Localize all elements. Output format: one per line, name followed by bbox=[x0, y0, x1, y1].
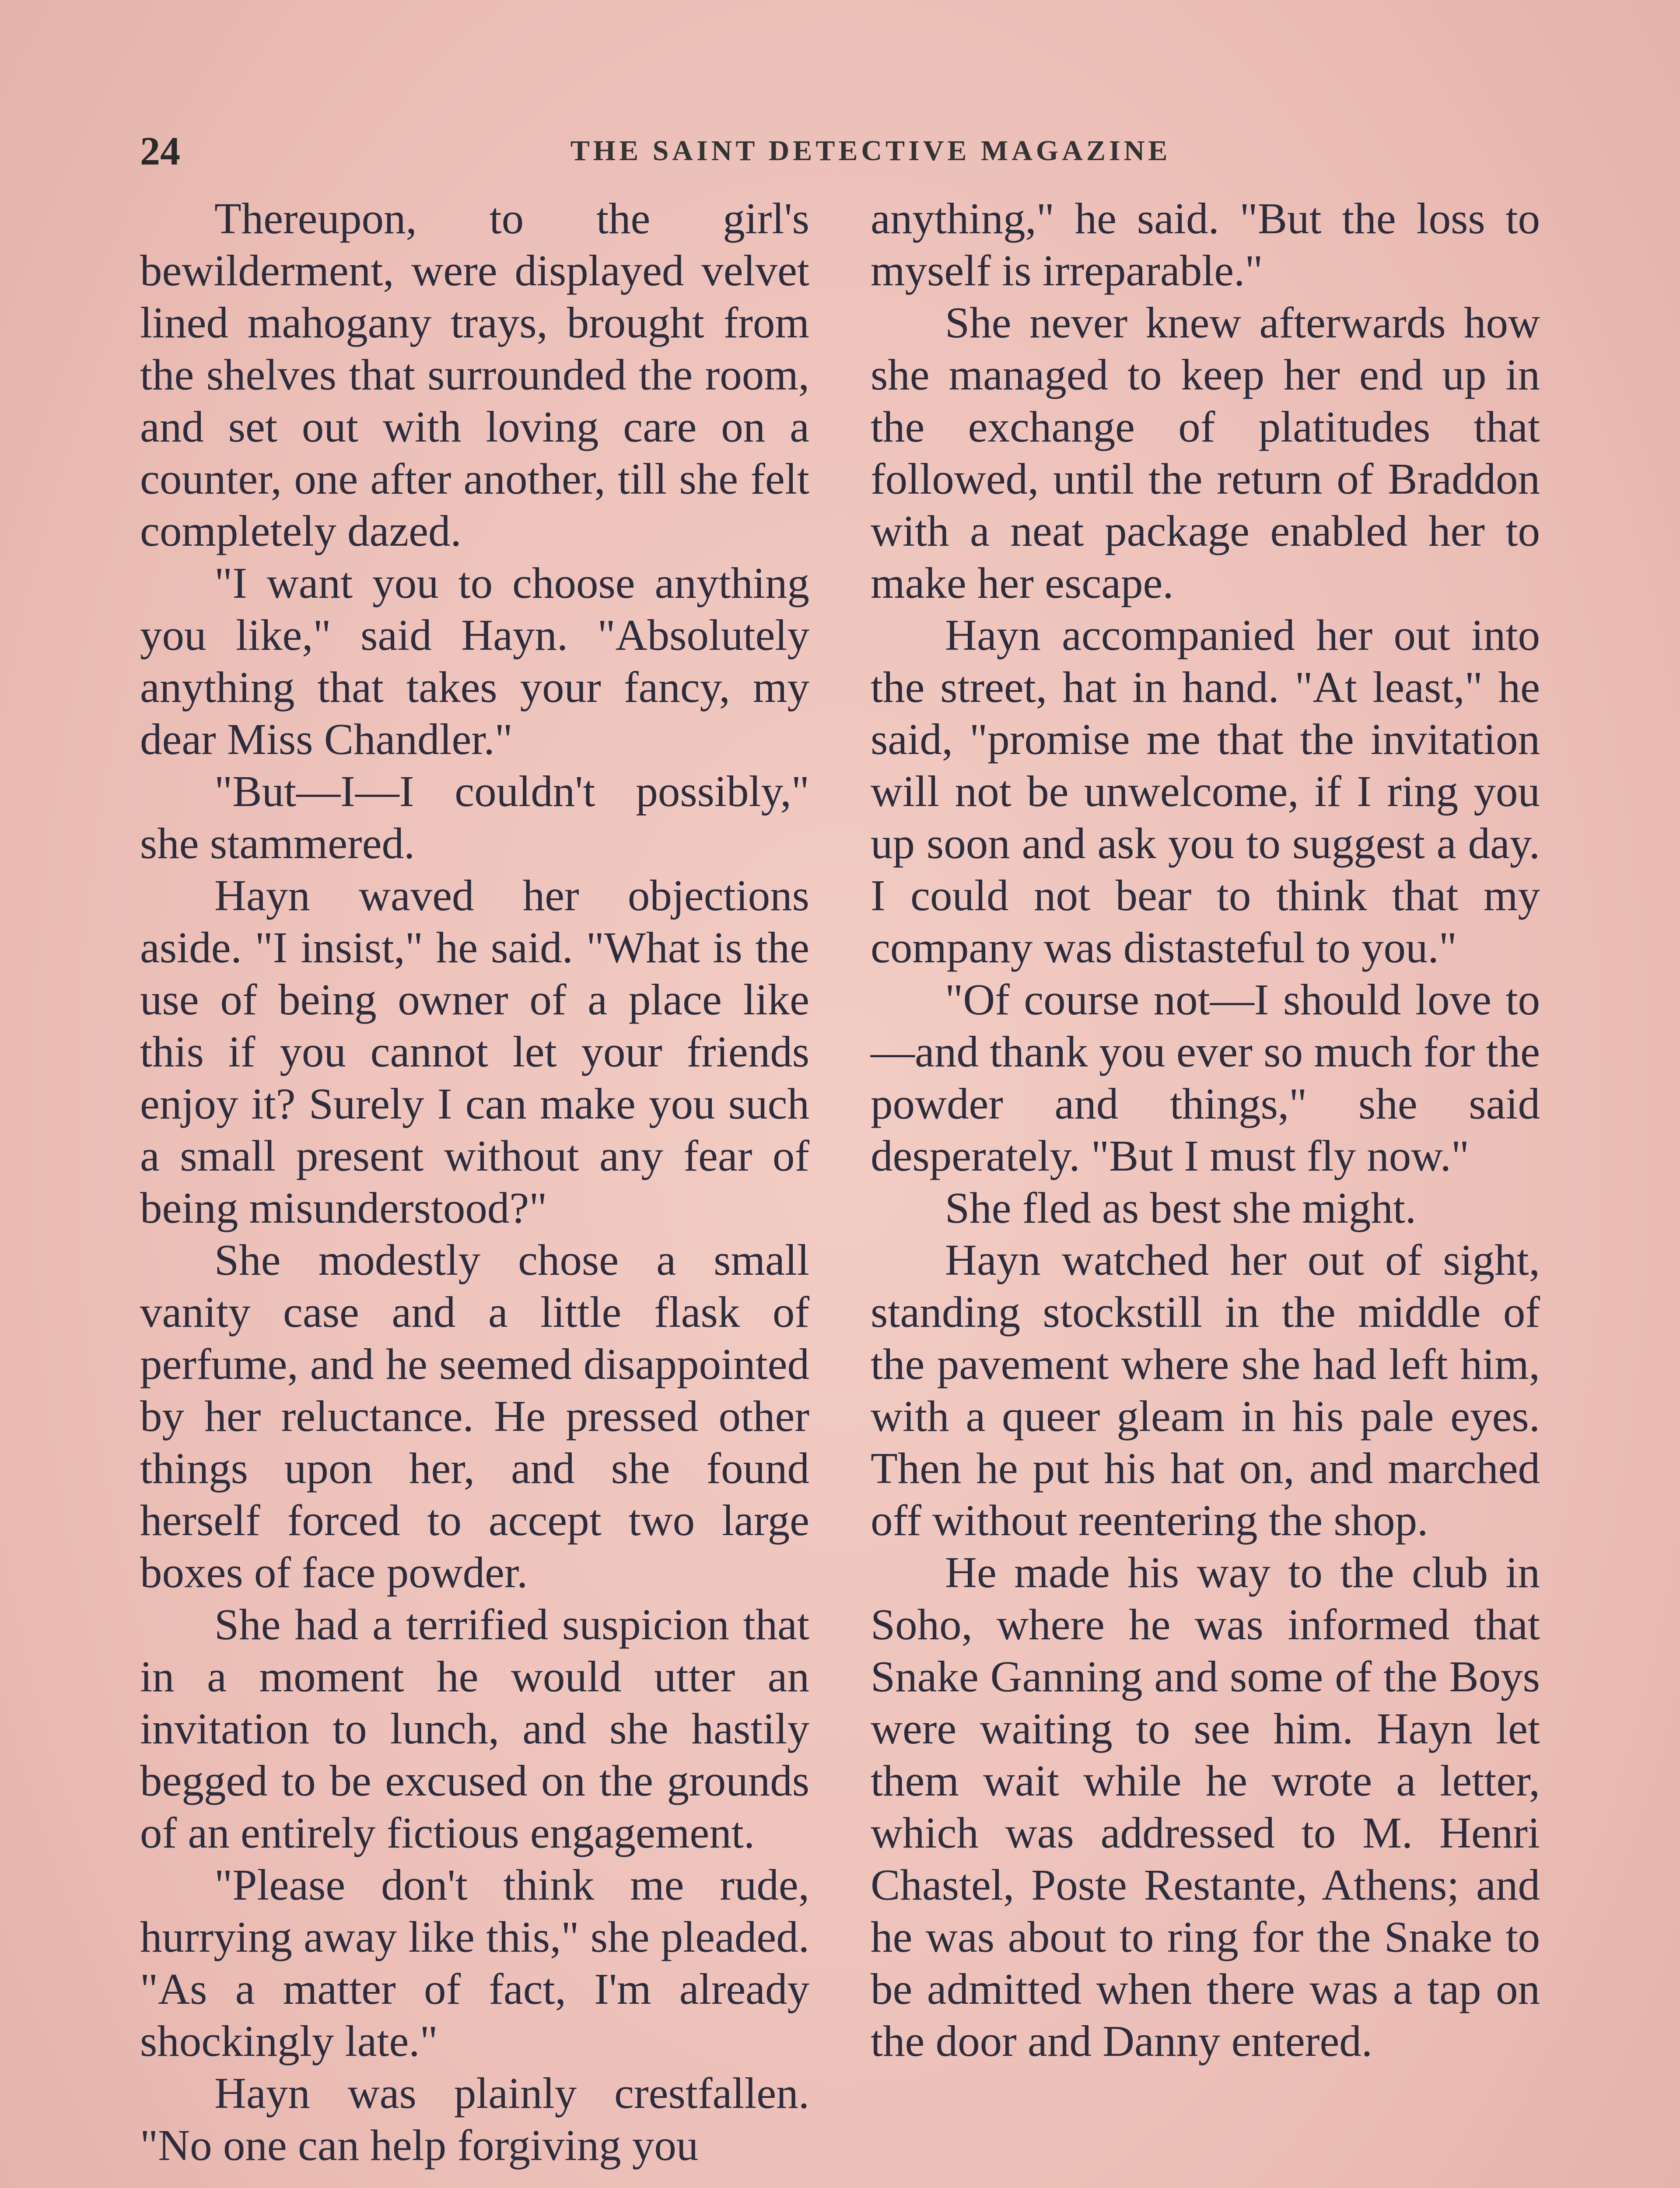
paragraph: Hayn watched her out of sight, standing stockstill in the middle of the pavement where she had left him, with a queer gleam in his pale eyes. Then he put his hat on, and marched off without reentering the shop. bbox=[871, 1235, 1540, 1545]
paragraph: "Please don't think me rude, hurrying away like this," she pleaded. "As a matter of fact, I'm already shockingly late." bbox=[140, 1860, 809, 2065]
paragraph: Hayn was plainly crestfallen. "No one can help forgiving you bbox=[140, 2069, 809, 2170]
paragraph: Thereupon, to the girl's bewilderment, were displayed velvet lined mahogany trays, brought from the shelves that surrounded the room, and set out with loving care on a counter, one after another, till she felt completely dazed. bbox=[140, 194, 809, 555]
paragraph: "Of course not—I should love to—and thank you ever so much for the powder and things," she said desperately. "But I must fly now." bbox=[871, 975, 1540, 1180]
paragraph-continued: anything," he said. "But the loss to myself is irreparable." bbox=[871, 194, 1540, 295]
right-column bbox=[871, 193, 1540, 2067]
paragraph: Hayn accompanied her out into the street, hat in hand. "At least," he said, "promise me that the invitation will not be unwelcome, if I ring you up soon and ask you to suggest a day. I could not bear to think that my company was distasteful to you." bbox=[871, 610, 1540, 972]
running-head: THE SAINT DETECTIVE MAGAZINE bbox=[570, 135, 1171, 167]
page-header bbox=[140, 127, 1540, 175]
page-number: 24 bbox=[140, 129, 180, 173]
paragraph: She modestly chose a small vanity case and a little flask of perfume, and he seemed disappointed by her reluctance. He pressed other things upon her, and she found herself forced to accept two large boxes of face powder. bbox=[140, 1235, 809, 1597]
paragraph: He made his way to the club in Soho, where he was informed that Snake Ganning and some of the Boys were waiting to see him. Hayn let them wait while he wrote a letter, which was addressed to M. Henri Chastel, Poste Restante, Athens; and he was about to ring for the Snake to be admitted when there was a tap on the door and Danny entered. bbox=[871, 1548, 1540, 2065]
paragraph: She fled as best she might. bbox=[945, 1183, 1417, 1232]
paragraph: "But—I—I couldn't possibly," she stammered. bbox=[140, 767, 809, 868]
paragraph: "I want you to choose anything you like," said Hayn. "Absolutely anything that takes your fancy, my dear Miss Chandler." bbox=[140, 558, 809, 764]
paragraph: She never knew afterwards how she managed to keep her end up in the exchange of platitudes that followed, until the return of Braddon with a neat package enabled her to make her escape. bbox=[871, 298, 1540, 607]
paragraph: Hayn waved her objections aside. "I insist," he said. "What is the use of being owner of a place like this if you cannot let your friends enjoy it? Surely I can make you such a small present without any fear of being misunderstood?" bbox=[140, 871, 809, 1232]
left-column bbox=[140, 193, 809, 2171]
paragraph: She had a terrified suspicion that in a moment he would utter an invitation to lunch, and she hastily begged to be excused on the grounds of an entirely fictious engagement. bbox=[140, 1600, 809, 1857]
